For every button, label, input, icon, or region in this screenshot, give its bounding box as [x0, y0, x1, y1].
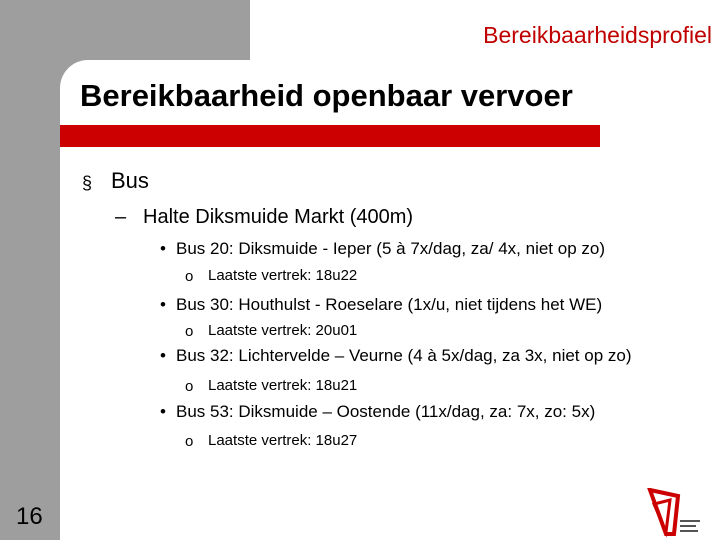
dot-marker: •	[160, 402, 166, 421]
bullet-marker: §	[82, 173, 93, 193]
dot-marker: •	[160, 295, 166, 314]
line-detail: Laatste vertrek: 20u01	[208, 322, 358, 339]
organization-logo-icon	[640, 488, 704, 543]
bullet-bus: Bus	[111, 168, 149, 193]
slide-title: Bereikbaarheid openbaar vervoer	[80, 78, 573, 113]
title-underline-bar	[60, 125, 600, 147]
line-item: Bus 30: Houthulst - Roeselare (1x/u, niet tijdens het WE)	[176, 295, 603, 314]
line-detail: Laatste vertrek: 18u21	[208, 377, 358, 394]
line-item: Bus 53: Diksmuide – Oostende (11x/dag, za: 7x, zo: 5x)	[176, 402, 596, 421]
line-detail: Laatste vertrek: 18u22	[208, 267, 358, 284]
sub-marker: o	[185, 433, 194, 450]
dot-marker: •	[160, 239, 166, 258]
stop-label: Halte Diksmuide Markt (400m)	[143, 206, 414, 228]
line-item: Bus 32: Lichtervelde – Veurne (4 à 5x/dag, za 3x, niet op zo)	[176, 346, 632, 365]
section-title: Bereikbaarheidsprofiel	[483, 22, 712, 48]
page-number: 16	[16, 503, 43, 530]
line-detail: Laatste vertrek: 18u27	[208, 432, 358, 449]
sub-marker: o	[185, 268, 194, 285]
sub-marker: o	[185, 323, 194, 340]
sub-marker: o	[185, 378, 194, 395]
line-item: Bus 20: Diksmuide - Ieper (5 à 7x/dag, za/ 4x, niet op zo)	[176, 239, 605, 258]
dot-marker: •	[160, 346, 166, 365]
dash-marker: –	[115, 206, 127, 228]
